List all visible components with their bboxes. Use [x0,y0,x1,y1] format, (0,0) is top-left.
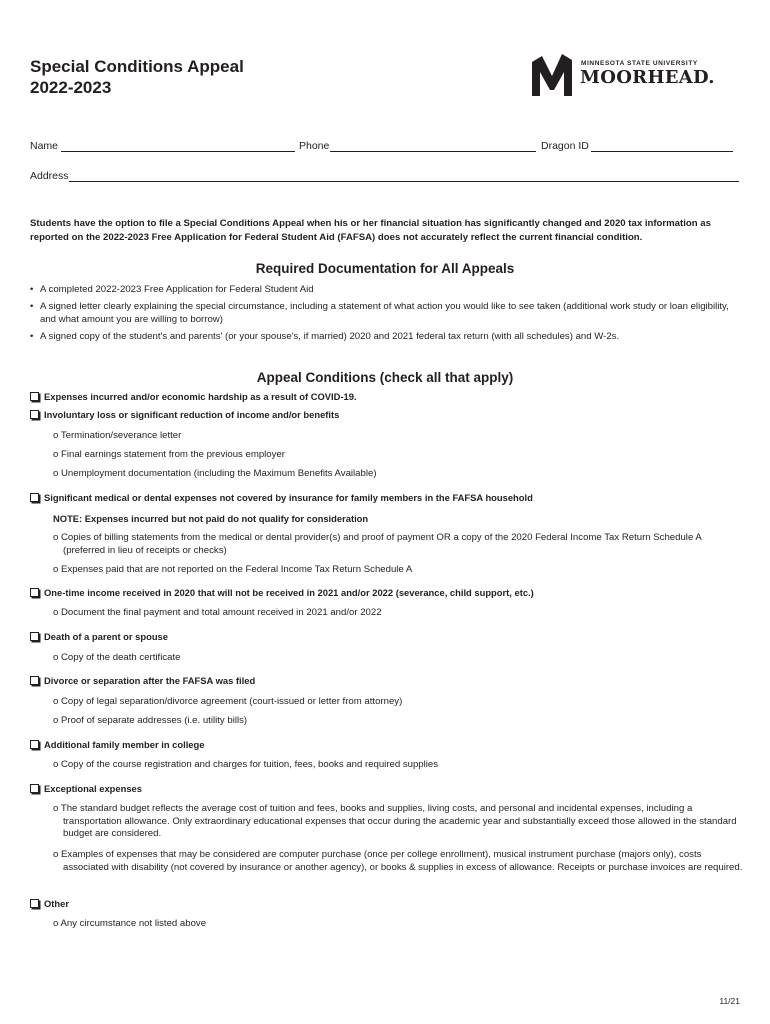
title-line-2: 2022-2023 [30,78,112,97]
phone-label: Phone [299,140,330,152]
intro-text: Students have the option to file a Special Conditions Appeal when his or her financial situation has significantly changed and 2020 tax information as reported on the 2022-2023 Free Application for Federal Student Aid (FAFSA) does not accurately reflect the current financial condition. [30,218,711,243]
condition-family-member[interactable]: Additional family member in college [30,739,204,750]
checkbox[interactable] [30,676,39,685]
name-field[interactable] [61,151,295,152]
checkbox[interactable] [30,899,39,908]
sub-item: o Any circumstance not listed above [53,918,207,929]
condition-medical[interactable]: Significant medical or dental expenses not covered by insurance for family members in the FAFSA household [30,492,533,503]
list-item: • A signed letter clearly explaining the special circumstance, including a statement of what action you would like to see taken (additional work study or loan eligibility, and what amount you are willing to borrow) [30,301,729,325]
title-line-1: Special Conditions Appeal [30,57,244,76]
list-item: • A signed copy of the student's and parents' (or your spouse's, if married) 2020 and 2021 federal tax return (with all schedules) and W-2s. [30,331,620,342]
address-label: Address [30,170,69,182]
footer-date-code: 11/21 [719,996,740,1006]
condition-exceptional[interactable]: Exceptional expenses [30,783,142,794]
appeal-conditions-heading: Appeal Conditions (check all that apply) [256,370,514,385]
sub-item: o Final earnings statement from the previous employer [53,449,285,460]
university-logo [530,52,715,98]
logo-moorhead-text: MOORHEAD. [580,67,715,88]
msum-m-icon [530,52,574,98]
sub-item: o Document the final payment and total amount received in 2021 and/or 2022 [53,607,382,618]
list-item: • A completed 2022-2023 Free Application for Federal Student Aid [30,284,314,295]
condition-covid[interactable]: Expenses incurred and/or economic hardship as a result of COVID-19. [30,391,357,402]
condition-one-time-income[interactable]: One-time income received in 2020 that will not be received in 2021 and/or 2022 (severance, child support, etc.) [30,587,534,598]
page-title [30,56,244,98]
sub-item: o Copy of the course registration and charges for tuition, fees, books and required supplies [53,759,439,770]
sub-item: o Examples of expenses that may be considered are computer purchase (once per college enrollment), musical instrument purchase (majors only), costs associated with disability (not covered by insurance or another agency), or books & supplies in excess of allowance. Receipts or purchase invoices are required. [53,849,743,873]
condition-death[interactable]: Death of a parent or spouse [30,631,168,642]
checkbox[interactable] [30,740,39,749]
condition-divorce[interactable]: Divorce or separation after the FAFSA was filed [30,675,255,686]
checkbox[interactable] [30,493,39,502]
required-docs-heading: Required Documentation for All Appeals [255,261,515,276]
phone-field[interactable] [330,151,536,152]
sub-item: o Unemployment documentation (including the Maximum Benefits Available) [53,468,377,479]
checkbox[interactable] [30,632,39,641]
medical-note: NOTE: Expenses incurred but not paid do not qualify for consideration [53,513,369,524]
condition-income-loss[interactable]: Involuntary loss or significant reduction of income and/or benefits [30,409,339,420]
dragon-id-field[interactable] [591,151,733,152]
condition-other[interactable]: Other [30,898,69,909]
checkbox[interactable] [30,784,39,793]
address-field[interactable] [69,181,739,182]
name-label: Name [30,140,59,152]
required-docs-list [30,283,742,347]
sub-item: o Copies of billing statements from the medical or dental provider(s) and proof of payment OR a copy of the 2020 Federal Income Tax Return Schedule A (preferred in lieu of receipts or checks) [53,532,702,556]
sub-item: o Copy of the death certificate [53,652,181,663]
sub-item: o Expenses paid that are not reported on the Federal Income Tax Return Schedule A [53,564,413,575]
sub-item: o Proof of separate addresses (i.e. utility bills) [53,715,248,726]
checkbox[interactable] [30,392,39,401]
checkbox[interactable] [30,588,39,597]
sub-item: o Copy of legal separation/divorce agreement (court-issued or letter from attorney) [53,696,403,707]
logo-university-text: MINNESOTA STATE UNIVERSITY [581,60,698,67]
sub-item: o The standard budget reflects the average cost of tuition and fees, books and supplies, living costs, and personal and incidental expenses, including a transportation allowance. Only extraordinary educational expenses that occur during the academic year and substantially exceed those allowed in the standard budget are considered. [53,803,737,839]
checkbox[interactable] [30,410,39,419]
dragon-id-label: Dragon ID [541,140,589,152]
sub-item: o Termination/severance letter [53,430,182,441]
